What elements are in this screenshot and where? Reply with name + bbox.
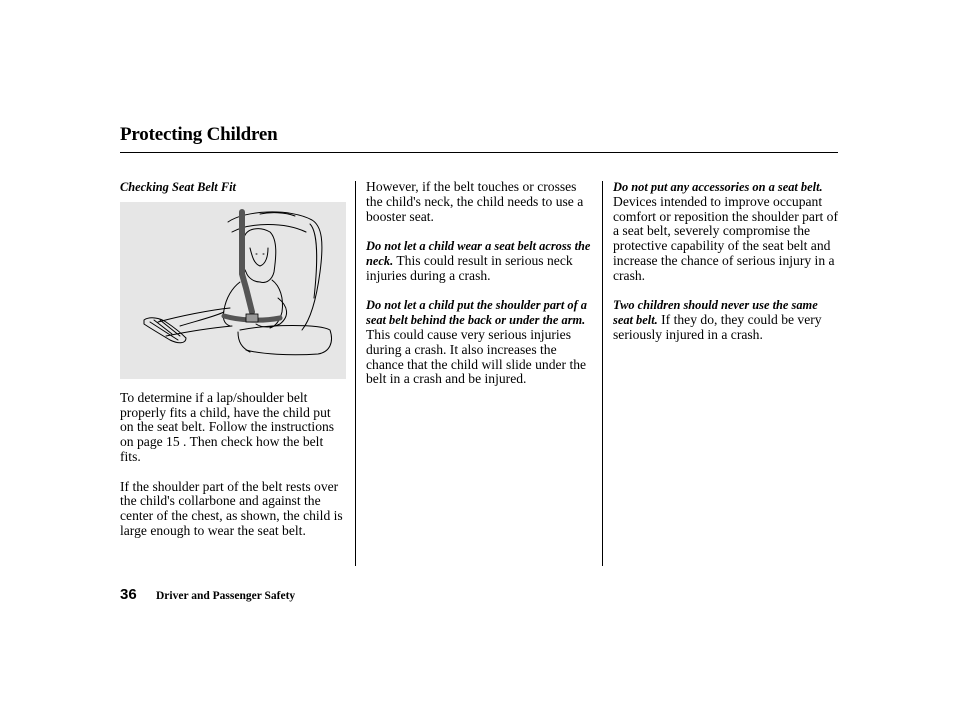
title-rule <box>120 152 838 153</box>
paragraph <box>366 239 596 283</box>
column-1 <box>120 180 346 554</box>
warning-lead: Do not let a child put the shoulder part of a seat belt behind the back or under the arm. <box>366 298 587 328</box>
column-divider <box>602 181 603 566</box>
paragraph: To determine if a lap/shoulder belt properly fits a child, have the child put on the seat belt. Follow the instructions on page 15 . Then check how the belt fits. <box>120 389 335 464</box>
child-in-seat-belt-illustration <box>120 202 346 379</box>
paragraph <box>366 298 596 387</box>
warning-text: Devices intended to improve occupant comfort or reposition the shoulder part of a seat belt, severely compromise the protective capability of the seat belt and increase the chance of serious injury in a crash. <box>613 193 838 283</box>
paragraph: If the shoulder part of the belt rests over the child's collarbone and against the center of the chest, as shown, the child is large enough to wear the seat belt. <box>120 478 343 538</box>
paragraph <box>613 180 839 284</box>
paragraph <box>613 298 839 342</box>
warning-text: This could cause very serious injuries during a crash. It also increases the chance that the child will slide under the belt in a crash and be injured. <box>366 326 587 387</box>
section-name: Driver and Passenger Safety <box>156 590 296 602</box>
warning-lead: Do not put any accessories on a seat belt. <box>613 180 823 194</box>
paragraph: However, if the belt touches or crosses the child's neck, the child needs to use a booster seat. <box>366 179 584 224</box>
warning-text: If they do, they could be very seriously injured in a crash. <box>613 312 822 342</box>
warning-lead: Do not let a child wear a seat belt across the neck. <box>366 239 591 268</box>
column-divider <box>355 181 356 566</box>
section-heading: Checking Seat Belt Fit <box>120 180 236 194</box>
column-3 <box>613 180 839 358</box>
page-number: 36 <box>120 586 137 603</box>
column-2 <box>366 180 596 402</box>
warning-text: This could result in serious neck injuries during a crash. <box>366 252 573 283</box>
page-title: Protecting Children <box>120 124 278 145</box>
warning-lead: Two children should never use the same seat belt. <box>613 298 818 328</box>
